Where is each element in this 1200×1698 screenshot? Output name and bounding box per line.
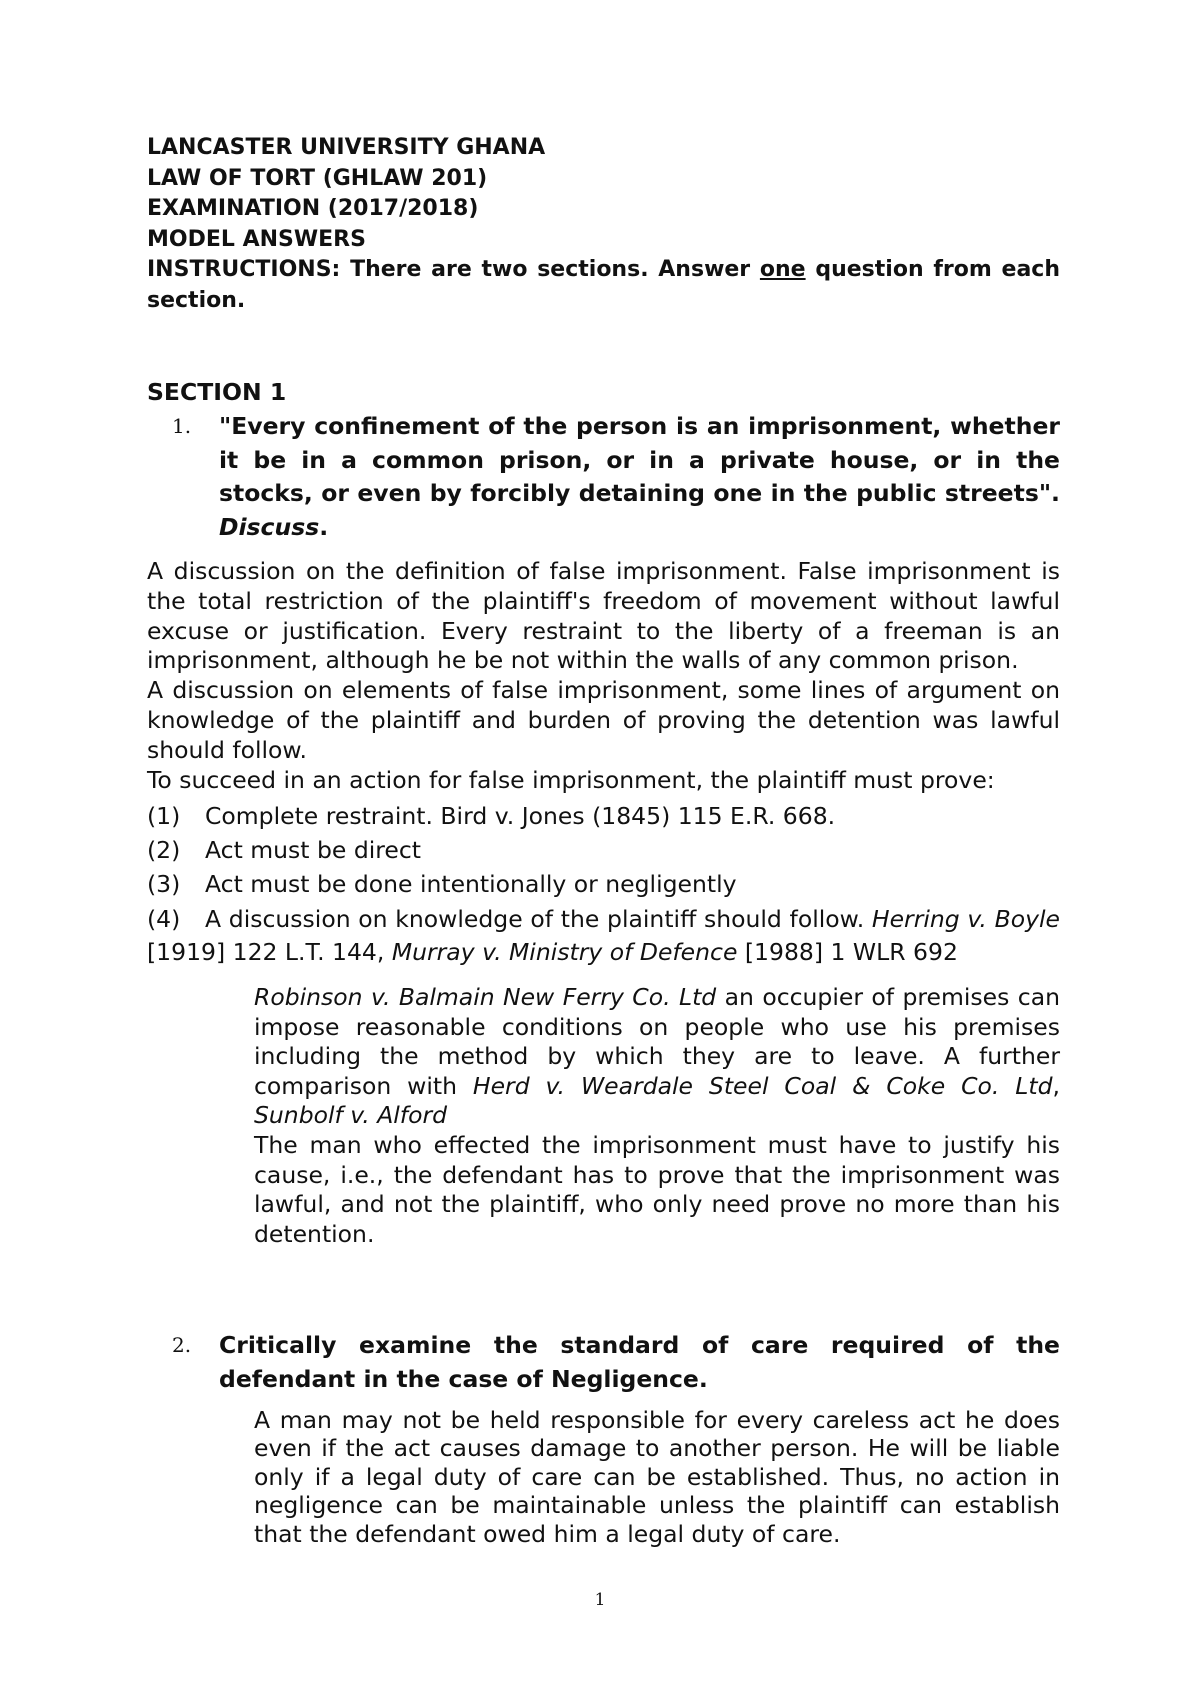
case-citation: Herd v. Weardale Steel Coal & Coke Co. Ltd [472,1071,1053,1100]
question-text: Critically examine the standard of care required of the defendant in the case of Negligence. [219,1331,1060,1393]
list-item: (4) A discussion on knowledge of the plaintiff should follow. Herring v. Boyle [1919] 122 L.T. 144, Murray v. Ministry of Defence [1988] 1 WLR 692 [147,905,1060,966]
section-title: SECTION 1 [147,378,287,406]
indented-paragraph: Robinson v. Balmain New Ferry Co. Ltd an occupier of premises can impose reasonable conditions on people who use his premises including the method by which they are to leave. A further comparison with Herd v. Weardale Steel Coal & Coke Co. Ltd, Sunbolf v. Alford [254,983,1060,1130]
question-1 [172,410,1060,544]
case-citation: Murray v. Ministry of Defence [391,938,738,966]
instructions-underlined: one [759,257,806,282]
exam-title: EXAMINATION (2017/2018) [147,196,479,221]
question-2 [172,1329,1060,1396]
case-citation: Robinson v. Balmain New Ferry Co. Ltd [254,983,717,1011]
model-answers-title: MODEL ANSWERS [147,226,366,252]
question-emphasis: Discuss [219,512,320,541]
paragraph: A discussion on the definition of false imprisonment. False imprisonment is the total restriction of the plaintiff's freedom of movement without lawful excuse or justification. Every restraint to the liberty of a freeman is an imprisonment, although he be not within the walls of any common prison. [147,557,1060,675]
page-number: 1 [594,1590,606,1610]
list-item: (2) Act must be direct [147,836,422,864]
instructions: INSTRUCTIONS: There are two sections. Answer one question from each section. [147,257,1060,313]
indented-paragraph: The man who effected the imprisonment must have to justify his cause, i.e., the defendant has to prove that the imprisonment was lawful, and not the plaintiff, who only need prove no more than his detention. [254,1131,1060,1248]
list-item: (1) Complete restraint. Bird v. Jones (1845) 115 E.R. 668. [147,802,836,830]
university-name: LANCASTER UNIVERSITY GHANA [147,135,546,160]
document-header [147,133,1060,316]
course-title: LAW OF TORT (GHLAW 201) [147,165,488,191]
question-text: "Every confinement of the person is an imprisonment, whether it be in a common prison, or in a private house, or in the stocks, or even by forcibly detaining one in the public streets". Discuss. [219,412,1060,541]
question-number: 2. [172,1333,192,1357]
case-citation: Herring v. Boyle [871,905,1060,933]
paragraph: A discussion on elements of false imprisonment, some lines of argument on knowledge of the plaintiff and burden of proving the detention was lawful should follow. [147,676,1060,764]
list-item: (3) Act must be done intentionally or negligently [147,870,737,898]
paragraph: To succeed in an action for false imprisonment, the plaintiff must prove: [147,765,995,794]
answer-2-body: A man may not be held responsible for every careless act he does even if the act causes damage to another person. He will be liable only if a legal duty of care can be established. Thus, no action in negligence can be maintainable unless the plaintiff can establish that the defendant owed him a legal duty of care. [254,1406,1060,1548]
question-number: 1. [172,414,192,438]
answer-1-body [147,557,1060,795]
case-citation: Sunbolf v. Alford [254,1101,448,1130]
